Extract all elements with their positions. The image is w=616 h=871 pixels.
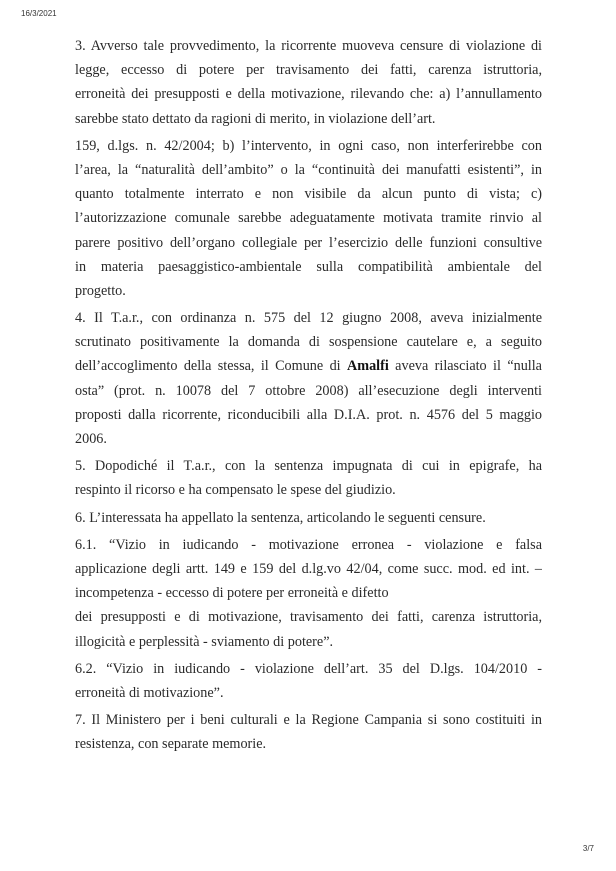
text-line: 6.1. “Vizio in iudicando - motivazione erronea - violazione e falsa	[75, 536, 542, 553]
text-line: 6. L’interessata ha appellato la sentenza, articolando le seguenti censure.	[75, 509, 486, 526]
text-fragment: aveva rilasciato il “nulla	[388, 358, 542, 375]
text-line: parere positivo dell’organo collegiale per l’esercizio delle funzioni consultive	[75, 234, 542, 251]
text-line: respinto il ricorso e ha compensato le spese del giudizio.	[75, 482, 396, 499]
text-line: sarebbe stato dettato da ragioni di merito, in violazione dell’art.	[75, 110, 436, 127]
paragraph-5	[75, 454, 542, 502]
text-line: 2006.	[75, 431, 107, 447]
paragraph-7	[75, 708, 542, 756]
text-line: l’area, la “naturalità dell’ambito” o la “continuità dei manufatti esistenti”, in	[75, 161, 542, 178]
text-line	[75, 354, 542, 378]
text-line: 7. Il Ministero per i beni culturali e la Regione Campania si sono costituiti in	[75, 712, 542, 729]
text-line: osta” (prot. n. 10078 del 7 ottobre 2008) all’esecuzione degli interventi	[75, 382, 542, 399]
text-line: erroneità dei presupposti e della motivazione, rilevando che: a) l’annullamento	[75, 86, 542, 103]
paragraph-3-continued	[75, 134, 542, 303]
text-line: quanto totalmente interrato e non visibile da alcun punto di vista; c)	[75, 186, 542, 203]
text-line: erroneità di motivazione”.	[75, 684, 224, 701]
paragraph-6-2	[75, 657, 542, 705]
page-number: 3/7	[582, 844, 594, 853]
paragraph-3	[75, 34, 542, 131]
text-line: resistenza, con separate memorie.	[75, 736, 267, 753]
text-line: 5. Dopodiché il T.a.r., con la sentenza impugnata di cui in epigrafe, ha	[75, 458, 542, 475]
paragraph-6	[75, 506, 542, 530]
text-line: incompetenza - eccesso di potere per erroneità e difetto	[75, 585, 389, 602]
text-line: dei presupposti e di motivazione, travisamento dei fatti, carenza istruttoria,	[75, 609, 542, 626]
text-line: 6.2. “Vizio in iudicando - violazione dell’art. 35 del D.lgs. 104/2010 -	[75, 660, 542, 677]
text-line: legge, eccesso di potere per travisamento dei fatti, carenza istruttoria,	[75, 62, 542, 79]
text-line: 4. Il T.a.r., con ordinanza n. 575 del 12 giugno 2008, aveva inizialmente	[75, 310, 542, 327]
paragraph-6-1	[75, 533, 542, 654]
document-body	[75, 34, 542, 756]
text-line: applicazione degli artt. 149 e 159 del d.lg.vo 42/04, come succ. mod. ed int. –	[75, 560, 542, 577]
municipality-name: Amalfi	[347, 358, 389, 375]
print-date: 16/3/2021	[21, 9, 57, 18]
text-line: progetto.	[75, 282, 126, 299]
text-line: in materia paesaggistico-ambientale sulla compatibilità ambientale del	[75, 258, 542, 275]
paragraph-4	[75, 306, 542, 451]
text-line: 3. Avverso tale provvedimento, la ricorrente muoveva censure di violazione di	[75, 38, 542, 54]
text-fragment: dell’accoglimento della stessa, il Comune di	[75, 358, 347, 375]
text-line: scrutinato positivamente la domanda di sospensione cautelare e, a seguito	[75, 334, 542, 351]
text-line: proposti dalla ricorrente, riconducibili alla D.I.A. prot. n. 4576 del 5 maggio	[75, 406, 542, 423]
text-line: illogicità e perplessità - sviamento di potere”.	[75, 633, 334, 650]
text-line: l’autorizzazione comunale sarebbe adeguatamente motivata tramite rinvio al	[75, 210, 542, 227]
text-line: 159, d.lgs. n. 42/2004; b) l’intervento, in ogni caso, non interferirebbe con	[75, 137, 542, 154]
